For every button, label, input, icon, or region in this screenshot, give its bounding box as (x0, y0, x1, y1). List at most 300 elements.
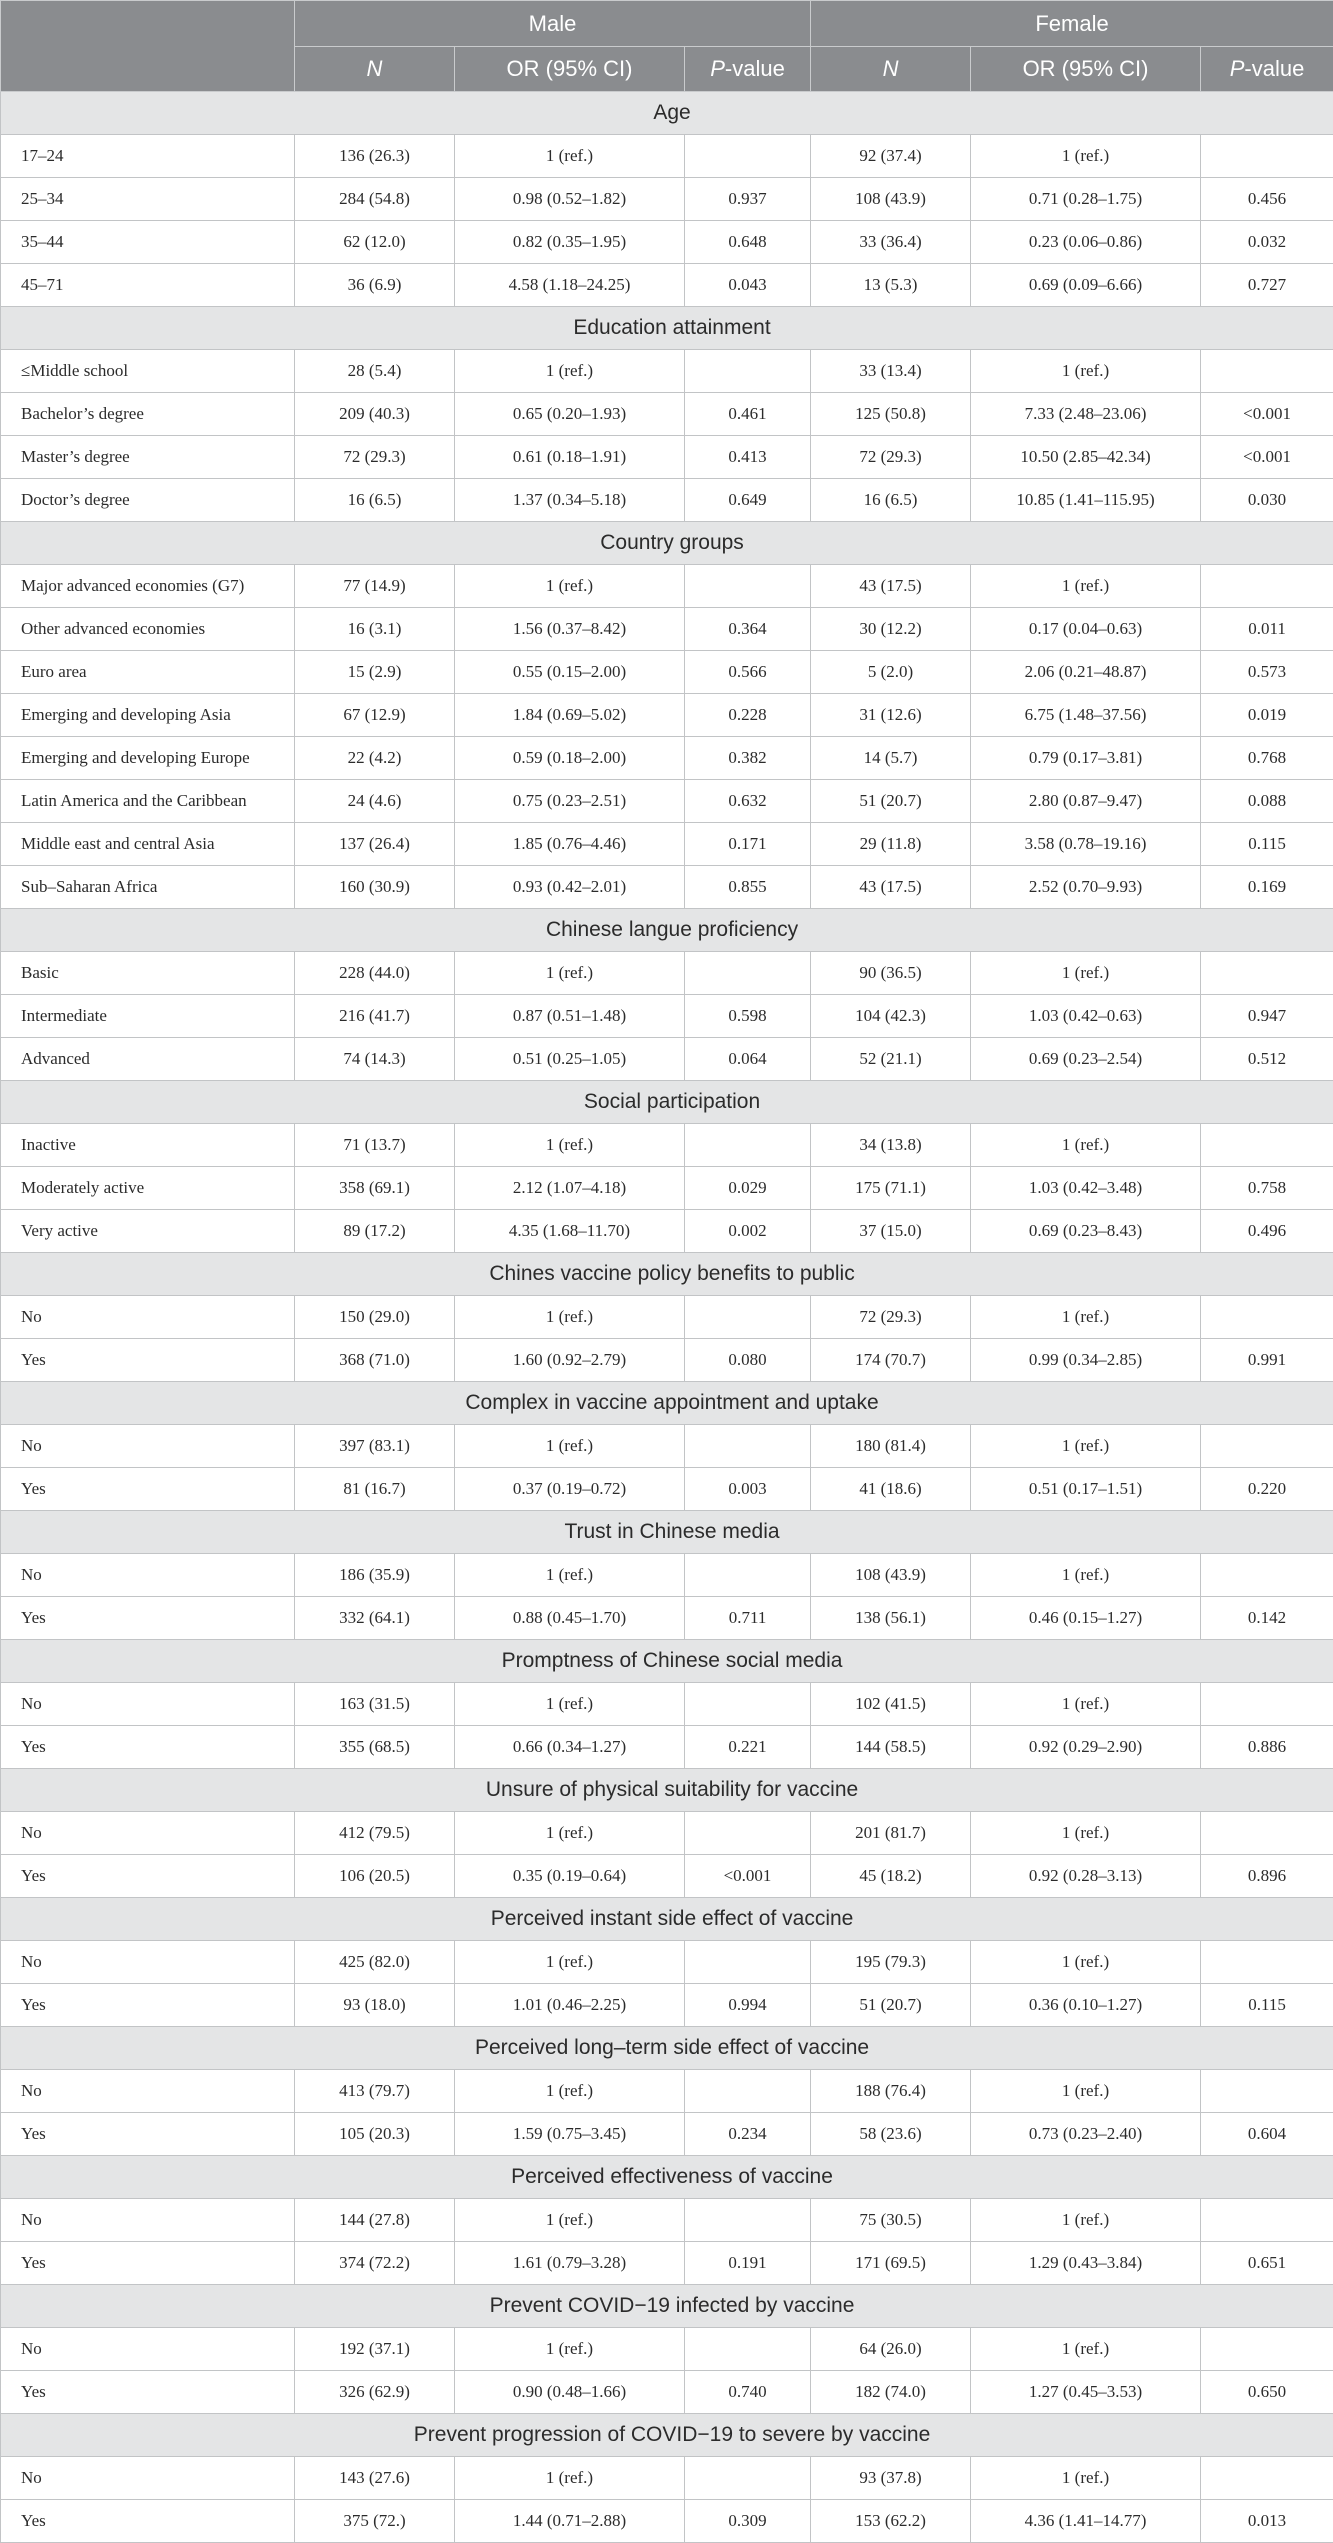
female-or-cell: 0.46 (0.15–1.27) (971, 1597, 1201, 1640)
table-row (1, 2242, 1333, 2285)
female-pvalue-cell (1201, 1554, 1333, 1597)
female-or-cell: 1 (ref.) (971, 952, 1201, 995)
male-or-cell: 1.85 (0.76–4.46) (455, 823, 685, 866)
table-row (1, 350, 1333, 393)
female-n-cell: 41 (18.6) (811, 1468, 971, 1511)
table-row (1, 694, 1333, 737)
male-or-cell: 1.59 (0.75–3.45) (455, 2113, 685, 2156)
female-pvalue-cell: 0.220 (1201, 1468, 1333, 1511)
male-n-cell: 284 (54.8) (295, 178, 455, 221)
female-n-cell: 102 (41.5) (811, 1683, 971, 1726)
female-pvalue-cell (1201, 2328, 1333, 2371)
female-pvalue-cell (1201, 350, 1333, 393)
female-or-cell: 2.80 (0.87–9.47) (971, 780, 1201, 823)
male-or-cell: 1 (ref.) (455, 1554, 685, 1597)
female-or-cell: 1 (ref.) (971, 1683, 1201, 1726)
female-pvalue-cell (1201, 1124, 1333, 1167)
female-n-cell: 43 (17.5) (811, 565, 971, 608)
male-n-cell: 374 (72.2) (295, 2242, 455, 2285)
female-pvalue-cell: 0.512 (1201, 1038, 1333, 1081)
male-n-cell: 425 (82.0) (295, 1941, 455, 1984)
male-n-cell: 326 (62.9) (295, 2371, 455, 2414)
female-n-cell: 31 (12.6) (811, 694, 971, 737)
row-label-cell: Very active (1, 1210, 295, 1253)
female-n-cell: 138 (56.1) (811, 1597, 971, 1640)
female-pvalue-cell: 0.886 (1201, 1726, 1333, 1769)
male-pvalue-cell: 0.043 (685, 264, 811, 307)
male-pvalue-cell: 0.855 (685, 866, 811, 909)
section-header-row (1, 92, 1333, 135)
male-or-cell: 1 (ref.) (455, 1941, 685, 1984)
male-or-cell: 0.65 (0.20–1.93) (455, 393, 685, 436)
female-pvalue-cell: 0.727 (1201, 264, 1333, 307)
male-pvalue-cell (685, 2199, 811, 2242)
table-row (1, 221, 1333, 264)
row-label-cell: No (1, 1425, 295, 1468)
male-or-cell: 0.93 (0.42–2.01) (455, 866, 685, 909)
male-pvalue-cell: 0.221 (685, 1726, 811, 1769)
table-row (1, 651, 1333, 694)
male-or-cell: 1.84 (0.69–5.02) (455, 694, 685, 737)
table-row (1, 1812, 1333, 1855)
female-or-cell: 0.92 (0.28–3.13) (971, 1855, 1201, 1898)
table-row (1, 1554, 1333, 1597)
header-male-n: N (295, 47, 455, 92)
section-title: Prevent progression of COVID−19 to severe by vaccine (1, 2414, 1333, 2457)
section-header-row (1, 2285, 1333, 2328)
section-title: Education attainment (1, 307, 1333, 350)
female-or-cell: 0.69 (0.23–2.54) (971, 1038, 1201, 1081)
table-row (1, 866, 1333, 909)
row-label-cell: ≤Middle school (1, 350, 295, 393)
male-n-cell: 106 (20.5) (295, 1855, 455, 1898)
table-row (1, 264, 1333, 307)
female-n-cell: 108 (43.9) (811, 1554, 971, 1597)
female-n-cell: 188 (76.4) (811, 2070, 971, 2113)
section-header-row (1, 1640, 1333, 1683)
male-or-cell: 4.58 (1.18–24.25) (455, 264, 685, 307)
female-n-cell: 90 (36.5) (811, 952, 971, 995)
male-pvalue-cell (685, 1683, 811, 1726)
female-or-cell: 1 (ref.) (971, 1812, 1201, 1855)
male-n-cell: 36 (6.9) (295, 264, 455, 307)
male-pvalue-cell (685, 1812, 811, 1855)
section-title: Perceived long–term side effect of vaccine (1, 2027, 1333, 2070)
male-or-cell: 0.61 (0.18–1.91) (455, 436, 685, 479)
section-header-row (1, 1898, 1333, 1941)
male-pvalue-cell: 0.080 (685, 1339, 811, 1382)
male-pvalue-cell: 0.461 (685, 393, 811, 436)
row-label-cell: No (1, 1812, 295, 1855)
section-title: Complex in vaccine appointment and uptake (1, 1382, 1333, 1425)
row-label-cell: Yes (1, 1855, 295, 1898)
row-label-cell: 35–44 (1, 221, 295, 264)
male-n-cell: 397 (83.1) (295, 1425, 455, 1468)
row-label-cell: Emerging and developing Europe (1, 737, 295, 780)
male-n-cell: 105 (20.3) (295, 2113, 455, 2156)
female-pvalue-cell: 0.604 (1201, 2113, 1333, 2156)
female-pvalue-cell: 0.651 (1201, 2242, 1333, 2285)
female-pvalue-cell (1201, 1296, 1333, 1339)
section-title: Country groups (1, 522, 1333, 565)
male-pvalue-cell: 0.191 (685, 2242, 811, 2285)
table-row (1, 1597, 1333, 1640)
male-n-cell: 150 (29.0) (295, 1296, 455, 1339)
female-pvalue-cell: 0.768 (1201, 737, 1333, 780)
male-or-cell: 1.56 (0.37–8.42) (455, 608, 685, 651)
section-header-row (1, 1081, 1333, 1124)
male-n-cell: 28 (5.4) (295, 350, 455, 393)
male-n-cell: 186 (35.9) (295, 1554, 455, 1597)
row-label-cell: Yes (1, 2242, 295, 2285)
female-pvalue-cell (1201, 2457, 1333, 2500)
row-label-cell: No (1, 1554, 295, 1597)
header-group-male: Male (295, 1, 811, 47)
male-pvalue-cell (685, 1941, 811, 1984)
female-or-cell: 4.36 (1.41–14.77) (971, 2500, 1201, 2543)
female-n-cell: 51 (20.7) (811, 780, 971, 823)
male-n-cell: 332 (64.1) (295, 1597, 455, 1640)
female-or-cell: 10.50 (2.85–42.34) (971, 436, 1201, 479)
female-or-cell: 1 (ref.) (971, 1941, 1201, 1984)
female-pvalue-cell: 0.030 (1201, 479, 1333, 522)
male-n-cell: 93 (18.0) (295, 1984, 455, 2027)
female-or-cell: 1 (ref.) (971, 565, 1201, 608)
male-or-cell: 1 (ref.) (455, 565, 685, 608)
female-pvalue-cell: 0.896 (1201, 1855, 1333, 1898)
row-label-cell: Emerging and developing Asia (1, 694, 295, 737)
table-row (1, 2371, 1333, 2414)
female-or-cell: 0.69 (0.23–8.43) (971, 1210, 1201, 1253)
table-row (1, 1124, 1333, 1167)
male-pvalue-cell: 0.234 (685, 2113, 811, 2156)
male-n-cell: 16 (6.5) (295, 479, 455, 522)
female-or-cell: 1 (ref.) (971, 2199, 1201, 2242)
female-or-cell: 2.06 (0.21–48.87) (971, 651, 1201, 694)
male-n-cell: 71 (13.7) (295, 1124, 455, 1167)
female-or-cell: 10.85 (1.41–115.95) (971, 479, 1201, 522)
female-pvalue-cell: 0.650 (1201, 2371, 1333, 2414)
female-or-cell: 1.27 (0.45–3.53) (971, 2371, 1201, 2414)
male-pvalue-cell: 0.064 (685, 1038, 811, 1081)
female-pvalue-cell (1201, 1812, 1333, 1855)
female-pvalue-cell: 0.088 (1201, 780, 1333, 823)
male-or-cell: 1.60 (0.92–2.79) (455, 1339, 685, 1382)
female-pvalue-cell: 0.019 (1201, 694, 1333, 737)
female-n-cell: 51 (20.7) (811, 1984, 971, 2027)
row-label-cell: Intermediate (1, 995, 295, 1038)
table-row (1, 1210, 1333, 1253)
male-n-cell: 228 (44.0) (295, 952, 455, 995)
table-row (1, 1425, 1333, 1468)
male-or-cell: 2.12 (1.07–4.18) (455, 1167, 685, 1210)
male-or-cell: 0.87 (0.51–1.48) (455, 995, 685, 1038)
header-female-n: N (811, 47, 971, 92)
row-label-cell: 45–71 (1, 264, 295, 307)
section-header-row (1, 1382, 1333, 1425)
female-or-cell: 1 (ref.) (971, 350, 1201, 393)
male-n-cell: 163 (31.5) (295, 1683, 455, 1726)
male-or-cell: 0.98 (0.52–1.82) (455, 178, 685, 221)
male-n-cell: 192 (37.1) (295, 2328, 455, 2371)
male-or-cell: 0.82 (0.35–1.95) (455, 221, 685, 264)
female-or-cell: 0.99 (0.34–2.85) (971, 1339, 1201, 1382)
male-or-cell: 0.66 (0.34–1.27) (455, 1726, 685, 1769)
male-or-cell: 0.55 (0.15–2.00) (455, 651, 685, 694)
male-or-cell: 1 (ref.) (455, 1425, 685, 1468)
row-label-cell: Yes (1, 1984, 295, 2027)
female-n-cell: 201 (81.7) (811, 1812, 971, 1855)
male-n-cell: 77 (14.9) (295, 565, 455, 608)
male-n-cell: 137 (26.4) (295, 823, 455, 866)
row-label-cell: No (1, 2070, 295, 2113)
row-label-cell: Yes (1, 1339, 295, 1382)
row-label-cell: 17–24 (1, 135, 295, 178)
male-pvalue-cell: 0.382 (685, 737, 811, 780)
female-n-cell: 64 (26.0) (811, 2328, 971, 2371)
table-row (1, 1683, 1333, 1726)
female-pvalue-cell (1201, 2070, 1333, 2113)
male-n-cell: 22 (4.2) (295, 737, 455, 780)
male-or-cell: 0.88 (0.45–1.70) (455, 1597, 685, 1640)
male-or-cell: 1 (ref.) (455, 1296, 685, 1339)
male-or-cell: 1.61 (0.79–3.28) (455, 2242, 685, 2285)
row-label-cell: Yes (1, 1468, 295, 1511)
male-or-cell: 1 (ref.) (455, 2457, 685, 2500)
male-or-cell: 1 (ref.) (455, 952, 685, 995)
table-row (1, 2070, 1333, 2113)
section-header-row (1, 1511, 1333, 1554)
male-pvalue-cell (685, 135, 811, 178)
female-n-cell: 153 (62.2) (811, 2500, 971, 2543)
male-pvalue-cell: 0.171 (685, 823, 811, 866)
table-row (1, 1296, 1333, 1339)
male-or-cell: 0.51 (0.25–1.05) (455, 1038, 685, 1081)
female-or-cell: 1 (ref.) (971, 2328, 1201, 2371)
table-row (1, 1167, 1333, 1210)
table-row (1, 393, 1333, 436)
female-pvalue-cell (1201, 1683, 1333, 1726)
row-label-cell: Doctor’s degree (1, 479, 295, 522)
female-or-cell: 7.33 (2.48–23.06) (971, 393, 1201, 436)
row-label-cell: Middle east and central Asia (1, 823, 295, 866)
row-label-cell: Advanced (1, 1038, 295, 1081)
male-pvalue-cell: 0.937 (685, 178, 811, 221)
row-label-cell: Latin America and the Caribbean (1, 780, 295, 823)
section-header-row (1, 1769, 1333, 1812)
table-row (1, 479, 1333, 522)
male-n-cell: 67 (12.9) (295, 694, 455, 737)
male-pvalue-cell: 0.711 (685, 1597, 811, 1640)
male-pvalue-cell: 0.228 (685, 694, 811, 737)
female-or-cell: 0.92 (0.29–2.90) (971, 1726, 1201, 1769)
male-n-cell: 136 (26.3) (295, 135, 455, 178)
female-n-cell: 104 (42.3) (811, 995, 971, 1038)
male-or-cell: 0.75 (0.23–2.51) (455, 780, 685, 823)
female-or-cell: 1.29 (0.43–3.84) (971, 2242, 1201, 2285)
male-or-cell: 1 (ref.) (455, 1124, 685, 1167)
female-or-cell: 1.03 (0.42–0.63) (971, 995, 1201, 1038)
row-label-cell: Sub–Saharan Africa (1, 866, 295, 909)
male-n-cell: 216 (41.7) (295, 995, 455, 1038)
female-or-cell: 1 (ref.) (971, 1124, 1201, 1167)
female-n-cell: 52 (21.1) (811, 1038, 971, 1081)
male-n-cell: 209 (40.3) (295, 393, 455, 436)
table-row (1, 2113, 1333, 2156)
table-row (1, 1339, 1333, 1382)
female-n-cell: 30 (12.2) (811, 608, 971, 651)
male-pvalue-cell: 0.364 (685, 608, 811, 651)
female-n-cell: 182 (74.0) (811, 2371, 971, 2414)
row-label-cell: No (1, 2457, 295, 2500)
table-row (1, 178, 1333, 221)
female-pvalue-cell: 0.496 (1201, 1210, 1333, 1253)
female-or-cell: 1 (ref.) (971, 1554, 1201, 1597)
table-row (1, 2500, 1333, 2543)
table-row (1, 2457, 1333, 2500)
male-pvalue-cell: 0.002 (685, 1210, 811, 1253)
table-row (1, 436, 1333, 479)
section-header-row (1, 2156, 1333, 2199)
section-title: Perceived instant side effect of vaccine (1, 1898, 1333, 1941)
female-n-cell: 72 (29.3) (811, 436, 971, 479)
male-pvalue-cell (685, 1296, 811, 1339)
male-or-cell: 1 (ref.) (455, 135, 685, 178)
section-title: Prevent COVID−19 infected by vaccine (1, 2285, 1333, 2328)
female-pvalue-cell: 0.115 (1201, 823, 1333, 866)
male-pvalue-cell: 0.649 (685, 479, 811, 522)
section-title: Social participation (1, 1081, 1333, 1124)
table-row (1, 1984, 1333, 2027)
section-title: Chines vaccine policy benefits to public (1, 1253, 1333, 1296)
female-n-cell: 75 (30.5) (811, 2199, 971, 2242)
male-or-cell: 4.35 (1.68–11.70) (455, 1210, 685, 1253)
female-pvalue-cell (1201, 2199, 1333, 2242)
male-pvalue-cell: 0.648 (685, 221, 811, 264)
male-or-cell: 1 (ref.) (455, 2070, 685, 2113)
female-n-cell: 171 (69.5) (811, 2242, 971, 2285)
table-row (1, 1038, 1333, 1081)
female-or-cell: 1.03 (0.42–3.48) (971, 1167, 1201, 1210)
row-label-cell: Yes (1, 2113, 295, 2156)
male-or-cell: 0.59 (0.18–2.00) (455, 737, 685, 780)
female-n-cell: 180 (81.4) (811, 1425, 971, 1468)
female-pvalue-cell (1201, 565, 1333, 608)
row-label-cell: Yes (1, 1597, 295, 1640)
female-or-cell: 1 (ref.) (971, 1296, 1201, 1339)
male-pvalue-cell: 0.309 (685, 2500, 811, 2543)
female-or-cell: 0.23 (0.06–0.86) (971, 221, 1201, 264)
male-or-cell: 1 (ref.) (455, 350, 685, 393)
male-or-cell: 1 (ref.) (455, 1812, 685, 1855)
female-n-cell: 34 (13.8) (811, 1124, 971, 1167)
male-pvalue-cell: 0.740 (685, 2371, 811, 2414)
male-n-cell: 144 (27.8) (295, 2199, 455, 2242)
header-female-or: OR (95% CI) (971, 47, 1201, 92)
male-n-cell: 358 (69.1) (295, 1167, 455, 1210)
female-pvalue-cell: 0.991 (1201, 1339, 1333, 1382)
female-pvalue-cell (1201, 135, 1333, 178)
female-n-cell: 43 (17.5) (811, 866, 971, 909)
female-or-cell: 2.52 (0.70–9.93) (971, 866, 1201, 909)
male-pvalue-cell: 0.632 (685, 780, 811, 823)
female-n-cell: 45 (18.2) (811, 1855, 971, 1898)
female-or-cell: 1 (ref.) (971, 2070, 1201, 2113)
female-n-cell: 195 (79.3) (811, 1941, 971, 1984)
female-n-cell: 108 (43.9) (811, 178, 971, 221)
row-label-cell: No (1, 1296, 295, 1339)
table-row (1, 995, 1333, 1038)
female-or-cell: 1 (ref.) (971, 2457, 1201, 2500)
row-label-cell: Basic (1, 952, 295, 995)
row-label-cell: Euro area (1, 651, 295, 694)
female-n-cell: 92 (37.4) (811, 135, 971, 178)
female-or-cell: 0.51 (0.17–1.51) (971, 1468, 1201, 1511)
male-pvalue-cell: 0.413 (685, 436, 811, 479)
male-pvalue-cell: 0.566 (685, 651, 811, 694)
female-n-cell: 16 (6.5) (811, 479, 971, 522)
male-n-cell: 16 (3.1) (295, 608, 455, 651)
male-pvalue-cell (685, 565, 811, 608)
section-header-row (1, 307, 1333, 350)
header-empty-cell (1, 1, 295, 92)
male-or-cell: 1.01 (0.46–2.25) (455, 1984, 685, 2027)
female-or-cell: 1 (ref.) (971, 135, 1201, 178)
male-pvalue-cell: 0.029 (685, 1167, 811, 1210)
male-pvalue-cell (685, 2070, 811, 2113)
female-n-cell: 5 (2.0) (811, 651, 971, 694)
table-row (1, 952, 1333, 995)
female-n-cell: 14 (5.7) (811, 737, 971, 780)
male-pvalue-cell (685, 350, 811, 393)
section-title: Unsure of physical suitability for vaccine (1, 1769, 1333, 1812)
female-n-cell: 174 (70.7) (811, 1339, 971, 1382)
female-or-cell: 6.75 (1.48–37.56) (971, 694, 1201, 737)
section-title: Chinese langue proficiency (1, 909, 1333, 952)
female-pvalue-cell: 0.758 (1201, 1167, 1333, 1210)
section-header-row (1, 909, 1333, 952)
female-n-cell: 29 (11.8) (811, 823, 971, 866)
male-or-cell: 1.44 (0.71–2.88) (455, 2500, 685, 2543)
male-or-cell: 0.37 (0.19–0.72) (455, 1468, 685, 1511)
female-or-cell: 0.69 (0.09–6.66) (971, 264, 1201, 307)
row-label-cell: Inactive (1, 1124, 295, 1167)
female-or-cell: 1 (ref.) (971, 1425, 1201, 1468)
female-pvalue-cell: 0.573 (1201, 651, 1333, 694)
header-male-or: OR (95% CI) (455, 47, 685, 92)
female-pvalue-cell: 0.032 (1201, 221, 1333, 264)
male-n-cell: 160 (30.9) (295, 866, 455, 909)
section-header-row (1, 522, 1333, 565)
row-label-cell: No (1, 1941, 295, 1984)
male-pvalue-cell: 0.994 (685, 1984, 811, 2027)
section-title: Trust in Chinese media (1, 1511, 1333, 1554)
female-pvalue-cell: 0.011 (1201, 608, 1333, 651)
female-pvalue-cell: 0.013 (1201, 2500, 1333, 2543)
male-n-cell: 15 (2.9) (295, 651, 455, 694)
row-label-cell: Master’s degree (1, 436, 295, 479)
female-pvalue-cell (1201, 952, 1333, 995)
table-row (1, 2328, 1333, 2371)
male-n-cell: 89 (17.2) (295, 1210, 455, 1253)
row-label-cell: Bachelor’s degree (1, 393, 295, 436)
female-or-cell: 0.36 (0.10–1.27) (971, 1984, 1201, 2027)
female-n-cell: 37 (15.0) (811, 1210, 971, 1253)
male-pvalue-cell (685, 1425, 811, 1468)
female-pvalue-cell: 0.169 (1201, 866, 1333, 909)
female-n-cell: 72 (29.3) (811, 1296, 971, 1339)
table-row (1, 1941, 1333, 1984)
